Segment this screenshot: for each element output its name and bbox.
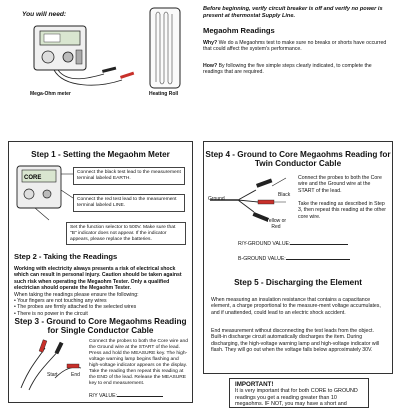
step4-ground-label: Ground — [208, 196, 225, 202]
why-label: Why? — [203, 40, 218, 46]
important-text: It is very important that for both CORE to GROUND readings you get a reading greater than 10 megaohms. IF NOT, you may have a short and — [235, 388, 358, 408]
step4-instructions-1: Connect the probes to both the Core wire and the Ground wire at the START of the lead. — [298, 175, 382, 194]
megaohm-readings-title: Megaohm Readings — [203, 26, 275, 35]
step2-intro: When taking the readings please ensure the following: — [14, 292, 139, 298]
step2-bullet-list — [14, 298, 190, 317]
how-label: How? — [203, 63, 218, 69]
step4-title: Step 4 - Ground to Core Megaohms Reading for Twin Conductor Cable — [205, 150, 391, 169]
step4-b-ground-label: B-GROUND VALUE: — [238, 256, 286, 262]
step3-start-label: Start — [47, 372, 58, 378]
step4-b-ground-line — [286, 259, 350, 260]
step1-callout-function: Set the function selector to 500V. Make sure that "B" indicator does not appear. If the indicator appears, please replace the batteries. — [66, 222, 186, 245]
step2-safety-text: Working with electricity always presents a risk of electrical shock which can result in personal injury. Caution should be taken against such risk when operating the Megaohm Tester. Only a qualified electrician should operate the Megaohm Tester. — [14, 266, 182, 292]
important-box — [229, 378, 369, 408]
step3-end-label: End — [71, 372, 80, 378]
step2-bullet: • Your fingers are not touching any wires — [14, 298, 107, 304]
step4-b-ground-value — [238, 256, 350, 262]
step2-bullet: • There is no power in the circuit — [14, 310, 88, 317]
step4-ry-ground-label: R/Y-GROUND VALUE: — [238, 241, 291, 247]
why-text: We do a Megaohms test to make sure no breaks or shorts have occurred that could affect the system's performance. — [203, 40, 387, 53]
step3-title: Step 3 - Ground to Core Megaohms Reading for Single Conductor Cable — [14, 317, 187, 336]
step2-bullet: • The probes are firmly attached to the selected wires — [14, 304, 137, 311]
heating-roll-illustration — [146, 6, 184, 92]
step1-callout-earth: Connect the black test lead to the measurement terminal labeled EARTH. — [73, 167, 185, 185]
right-steps-panel — [203, 141, 393, 374]
how-text: By following the five simple steps clearly indicated, to complete the readings that are required. — [203, 63, 372, 76]
step5-paragraph-2: End measurement without disconnecting the test leads from the object. Built-in discharge circuit automatically discharges the item. During discharging, the high-voltage warning lamp and high-voltage indicator will flash. They will go out when the voltage falls below approximately 30V. — [211, 328, 380, 354]
step1-callout-line: Connect the red test lead to the measurement terminal labeled LINE. — [73, 194, 185, 212]
meter-caption: Mega-Ohm meter — [30, 91, 71, 97]
step5-title: Step 5 - Discharging the Element — [234, 278, 362, 287]
step3-ry-label: R/Y VALUE: — [89, 393, 118, 399]
power-warning-text: Before beginning, verify circuit breaker is off and verify no power is present at thermostat Supply Line. — [203, 6, 383, 19]
step3-instructions: Connect the probes to both the Core wire and the Ground wire at the START of the lead. Press and hold the MEASURE key. The high-voltage warning lamp begins flashing and high-voltage indicator appears on the display. Take the reading then repeat this reading at the END of the lead. Release the MEASURE key to end measurement. — [89, 339, 188, 386]
important-title: IMPORTANT! — [235, 381, 274, 388]
you-will-need-label: You will need: — [22, 11, 67, 18]
step5-paragraph-1: When measuring an insulation resistance that contains a capacitance element, a charge proportional to the measure-ment voltage accumulates, and if unattended, could lead to an electric shock accident. — [211, 297, 381, 316]
how-paragraph — [203, 63, 389, 76]
svg-text:CORE: CORE — [24, 175, 42, 181]
step1-meter-illustration — [15, 164, 75, 222]
heating-roll-caption: Heating Roll — [149, 91, 179, 97]
step4-instructions-2: Take the reading as described in Step 3, then repeat this reading at the other core wire. — [298, 201, 386, 220]
step2-title: Step 2 - Taking the Readings — [14, 252, 118, 261]
megaohm-meter-illustration — [18, 22, 138, 98]
step4-ry-ground-value — [238, 241, 348, 247]
left-steps-panel — [8, 141, 193, 403]
step3-ry-line — [117, 396, 163, 397]
step4-ry-ground-line — [290, 244, 348, 245]
step4-yellow-label: Yellow or Red — [265, 218, 287, 230]
why-paragraph — [203, 40, 389, 53]
step4-black-label: Black — [278, 192, 291, 198]
step3-probes-illustration — [15, 338, 85, 392]
step1-title: Step 1 - Setting the Megaohm Meter — [31, 150, 170, 159]
step3-ry-value — [89, 393, 188, 399]
